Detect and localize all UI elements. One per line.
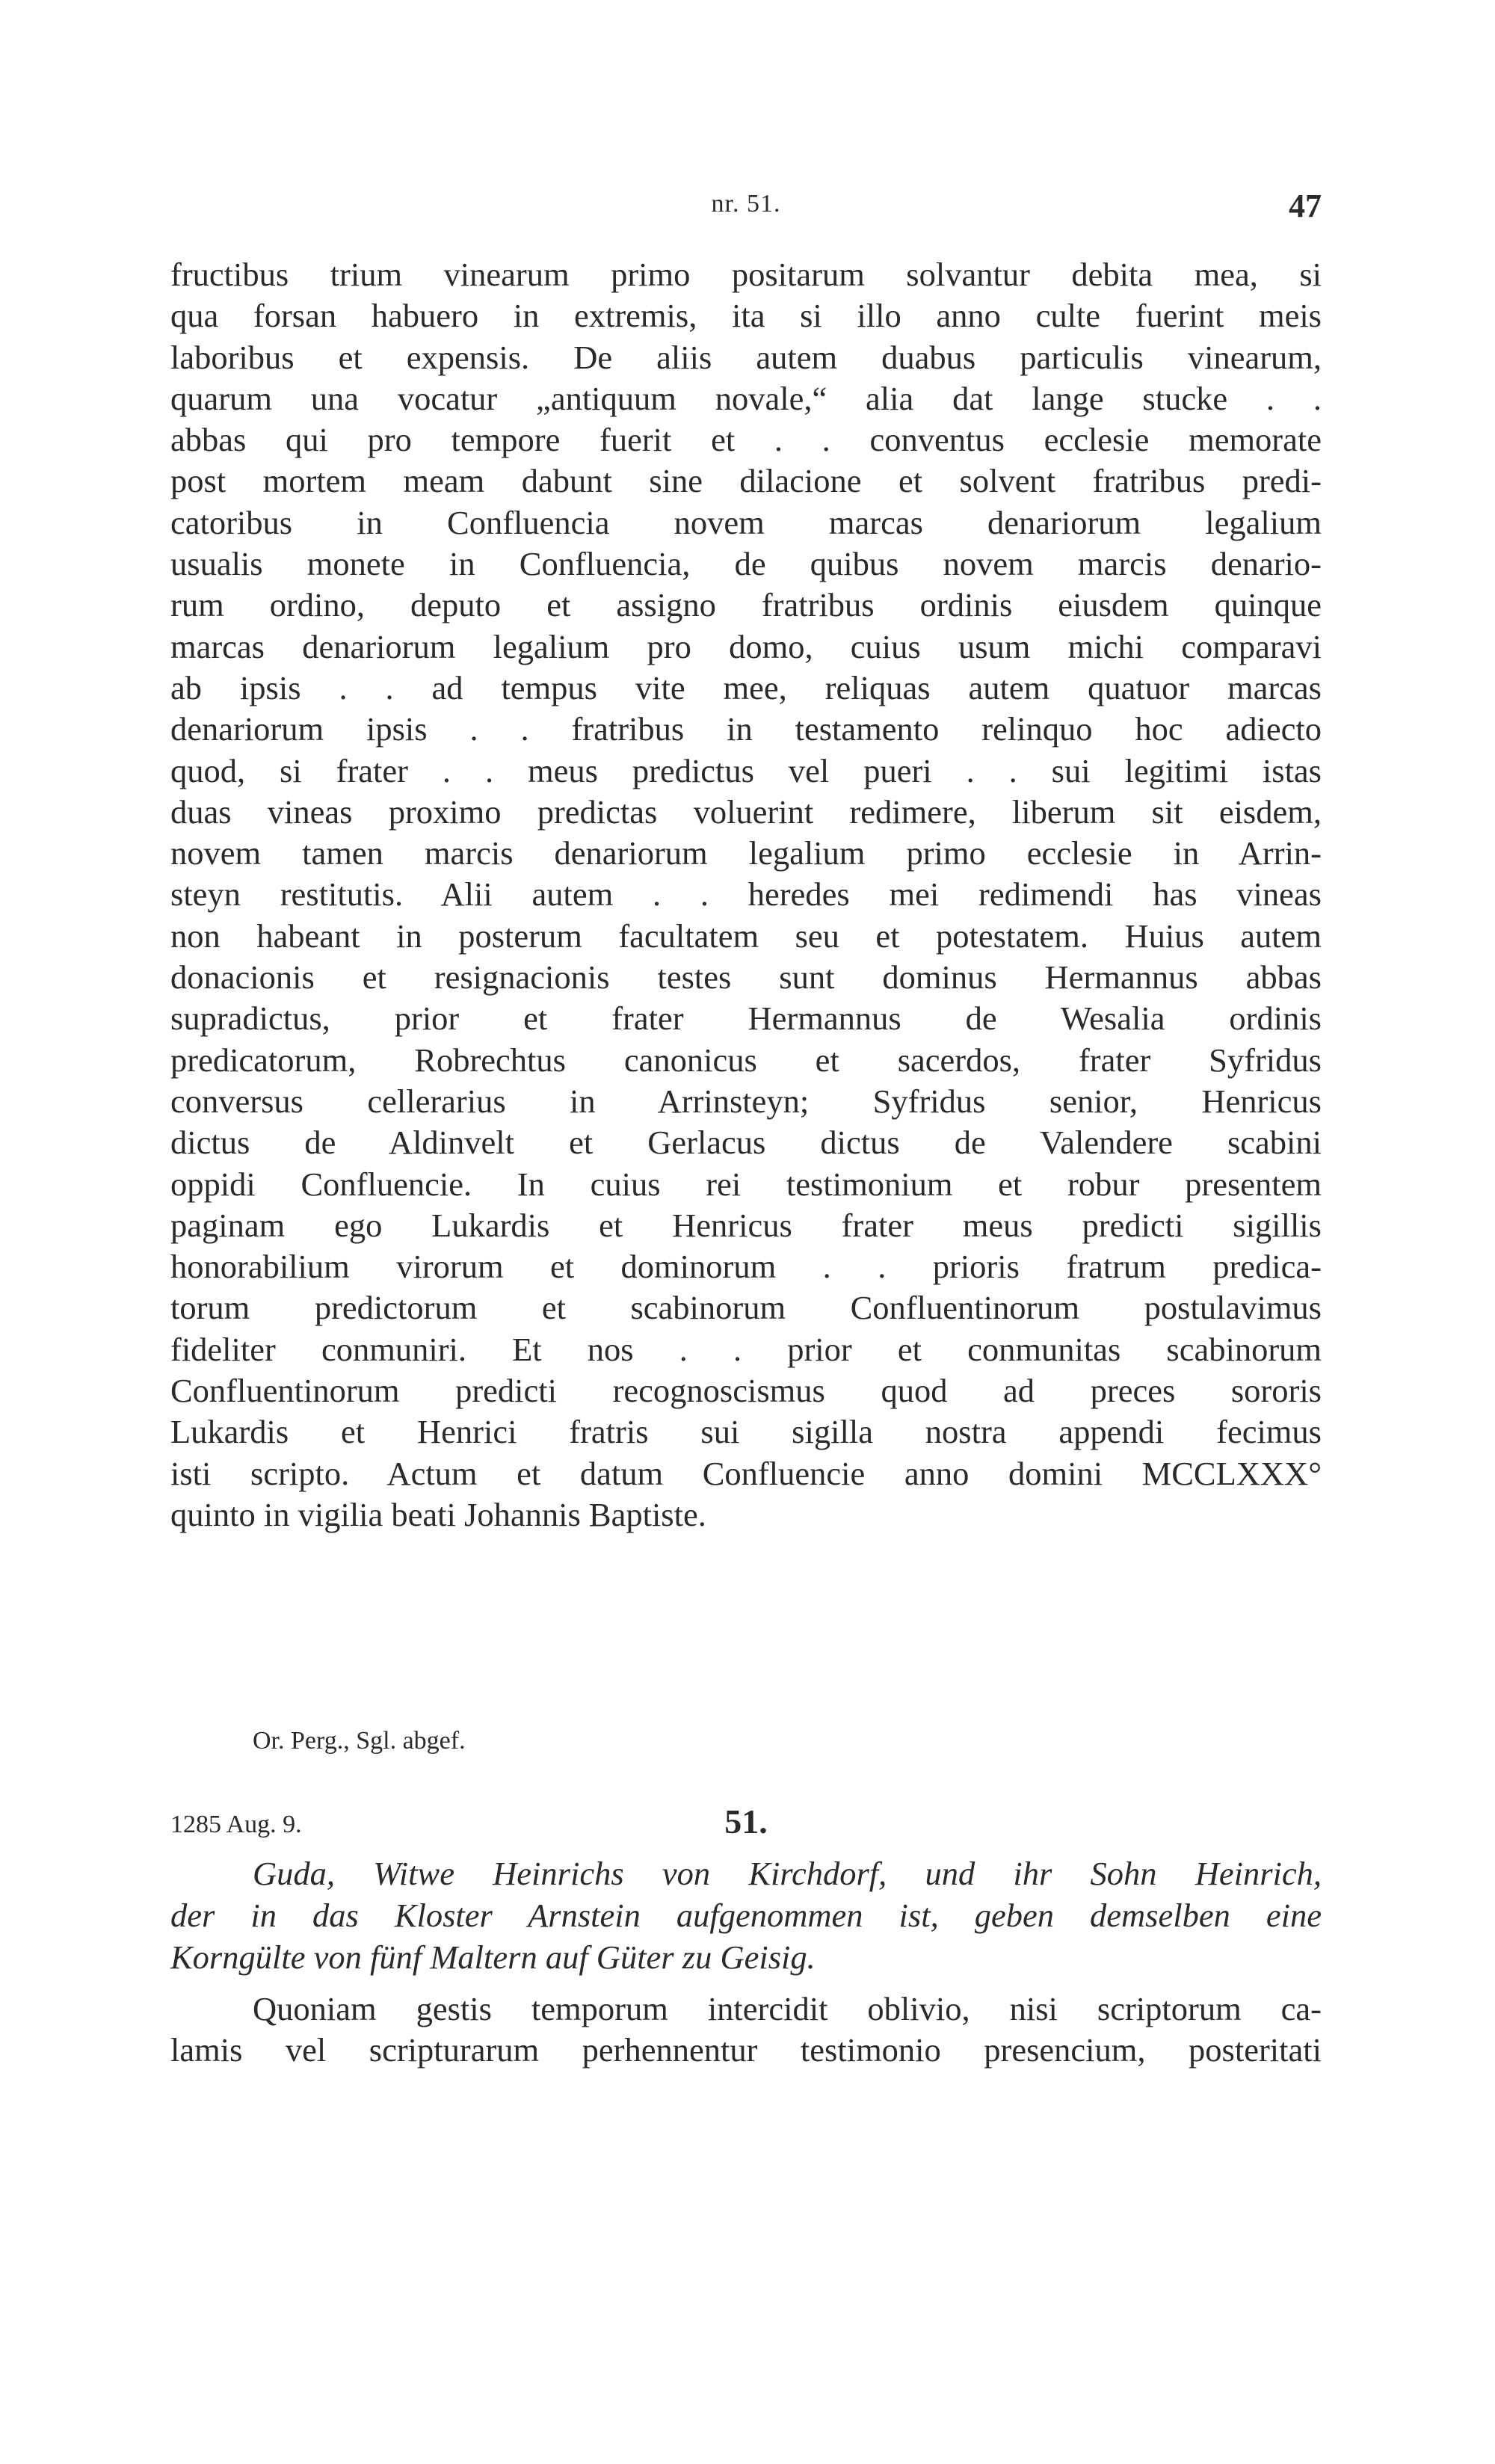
document-heading xyxy=(170,1802,1322,1844)
source-note: Or. Perg., Sgl. abgef. xyxy=(253,1727,466,1755)
text-line: donacionis et resignacionis testes sunt dominus Hermannus abbas xyxy=(170,958,1322,997)
text-line: Confluentinorum predicti recognoscismus quod ad preces sororis xyxy=(170,1372,1322,1410)
text-line: paginam ego Lukardis et Henricus frater meus predicti sigillis xyxy=(170,1206,1322,1244)
text-line: lamis vel scripturarum perhennentur testimonio presencium, posteritati xyxy=(170,2031,1322,2069)
regest-line: Korngülte von fünf Maltern auf Güter zu Geisig. xyxy=(170,1938,816,1976)
text-line: ab ipsis . . ad tempus vite mee, reliquas autem quatuor marcas xyxy=(170,668,1322,706)
document-number: 51. xyxy=(724,1802,768,1841)
text-line: Quoniam gestis temporum intercidit oblivio, nisi scriptorum ca- xyxy=(253,1990,1322,2027)
document-date: 1285 Aug. 9. xyxy=(170,1811,302,1838)
text-line: fideliter conmuniri. Et nos . . prior et conmunitas scabinorum xyxy=(170,1330,1322,1368)
text-line: qua forsan habuero in extremis, ita si illo anno culte fuerint meis xyxy=(170,297,1322,335)
text-line: supradictus, prior et frater Hermannus de Wesalia ordinis xyxy=(170,1000,1322,1038)
regest-summary xyxy=(170,1852,1322,1978)
text-line: rum ordino, deputo et assigno fratribus ordinis eiusdem quinque xyxy=(170,586,1322,624)
text-line: non habeant in posterum facultatem seu et potestatem. Huius autem xyxy=(170,917,1322,955)
text-line: duas vineas proximo predictas voluerint redimere, liberum sit eisdem, xyxy=(170,792,1322,831)
text-line: steyn restitutis. Alii autem . . heredes mei redimendi has vineas xyxy=(170,875,1322,914)
text-line: catoribus in Confluencia novem marcas denariorum legalium xyxy=(170,503,1322,541)
text-line: honorabilium virorum et dominorum . . prioris fratrum predica- xyxy=(170,1248,1322,1286)
text-line: predicatorum, Robrechtus canonicus et sacerdos, frater Syfridus xyxy=(170,1041,1322,1079)
text-line: isti scripto. Actum et datum Confluencie anno domini MCCLXXX° xyxy=(170,1454,1322,1492)
text-line: quarum una vocatur „antiquum novale,“ alia dat lange stucke . . xyxy=(170,379,1322,417)
charter-opening xyxy=(170,1989,1322,2071)
regest-line: der in das Kloster Arnstein aufgenommen ist, geben demselben eine xyxy=(170,1897,1322,1934)
text-line: abbas qui pro tempore fuerit et . . conventus ecclesie memorate xyxy=(170,421,1322,459)
text-line: marcas denariorum legalium pro domo, cuius usum michi comparavi xyxy=(170,627,1322,665)
page-number: 47 xyxy=(1289,188,1322,224)
text-line: oppidi Confluencie. In cuius rei testimonium et robur presentem xyxy=(170,1165,1322,1203)
section-reference: nr. 51. xyxy=(711,190,781,218)
page-header xyxy=(170,187,1322,224)
text-line: quod, si frater . . meus predictus vel pueri . . sui legitimi istas xyxy=(170,751,1322,789)
text-line: dictus de Aldinvelt et Gerlacus dictus de Valendere scabini xyxy=(170,1124,1322,1162)
text-line: conversus cellerarius in Arrinsteyn; Syfridus senior, Henricus xyxy=(170,1082,1322,1120)
text-line: post mortem meam dabunt sine dilacione et solvent fratribus predi- xyxy=(170,462,1322,500)
regest-line: Guda, Witwe Heinrichs von Kirchdorf, und ihr Sohn Heinrich, xyxy=(253,1855,1322,1892)
text-line: fructibus trium vinearum primo positarum solvantur debita mea, si xyxy=(170,256,1322,293)
text-line: denariorum ipsis . . fratribus in testamento relinquo hoc adiecto xyxy=(170,710,1322,748)
text-line: novem tamen marcis denariorum legalium primo ecclesie in Arrin- xyxy=(170,834,1322,872)
charter-text xyxy=(170,254,1322,1536)
text-line: usualis monete in Confluencia, de quibus novem marcis denario- xyxy=(170,545,1322,583)
text-line: Lukardis et Henrici fratris sui sigilla nostra appendi fecimus xyxy=(170,1413,1322,1451)
text-line: laboribus et expensis. De aliis autem duabus particulis vinearum, xyxy=(170,338,1322,376)
text-line: quinto in vigilia beati Johannis Baptiste. xyxy=(170,1495,706,1533)
text-line: torum predictorum et scabinorum Confluentinorum postulavimus xyxy=(170,1289,1322,1327)
